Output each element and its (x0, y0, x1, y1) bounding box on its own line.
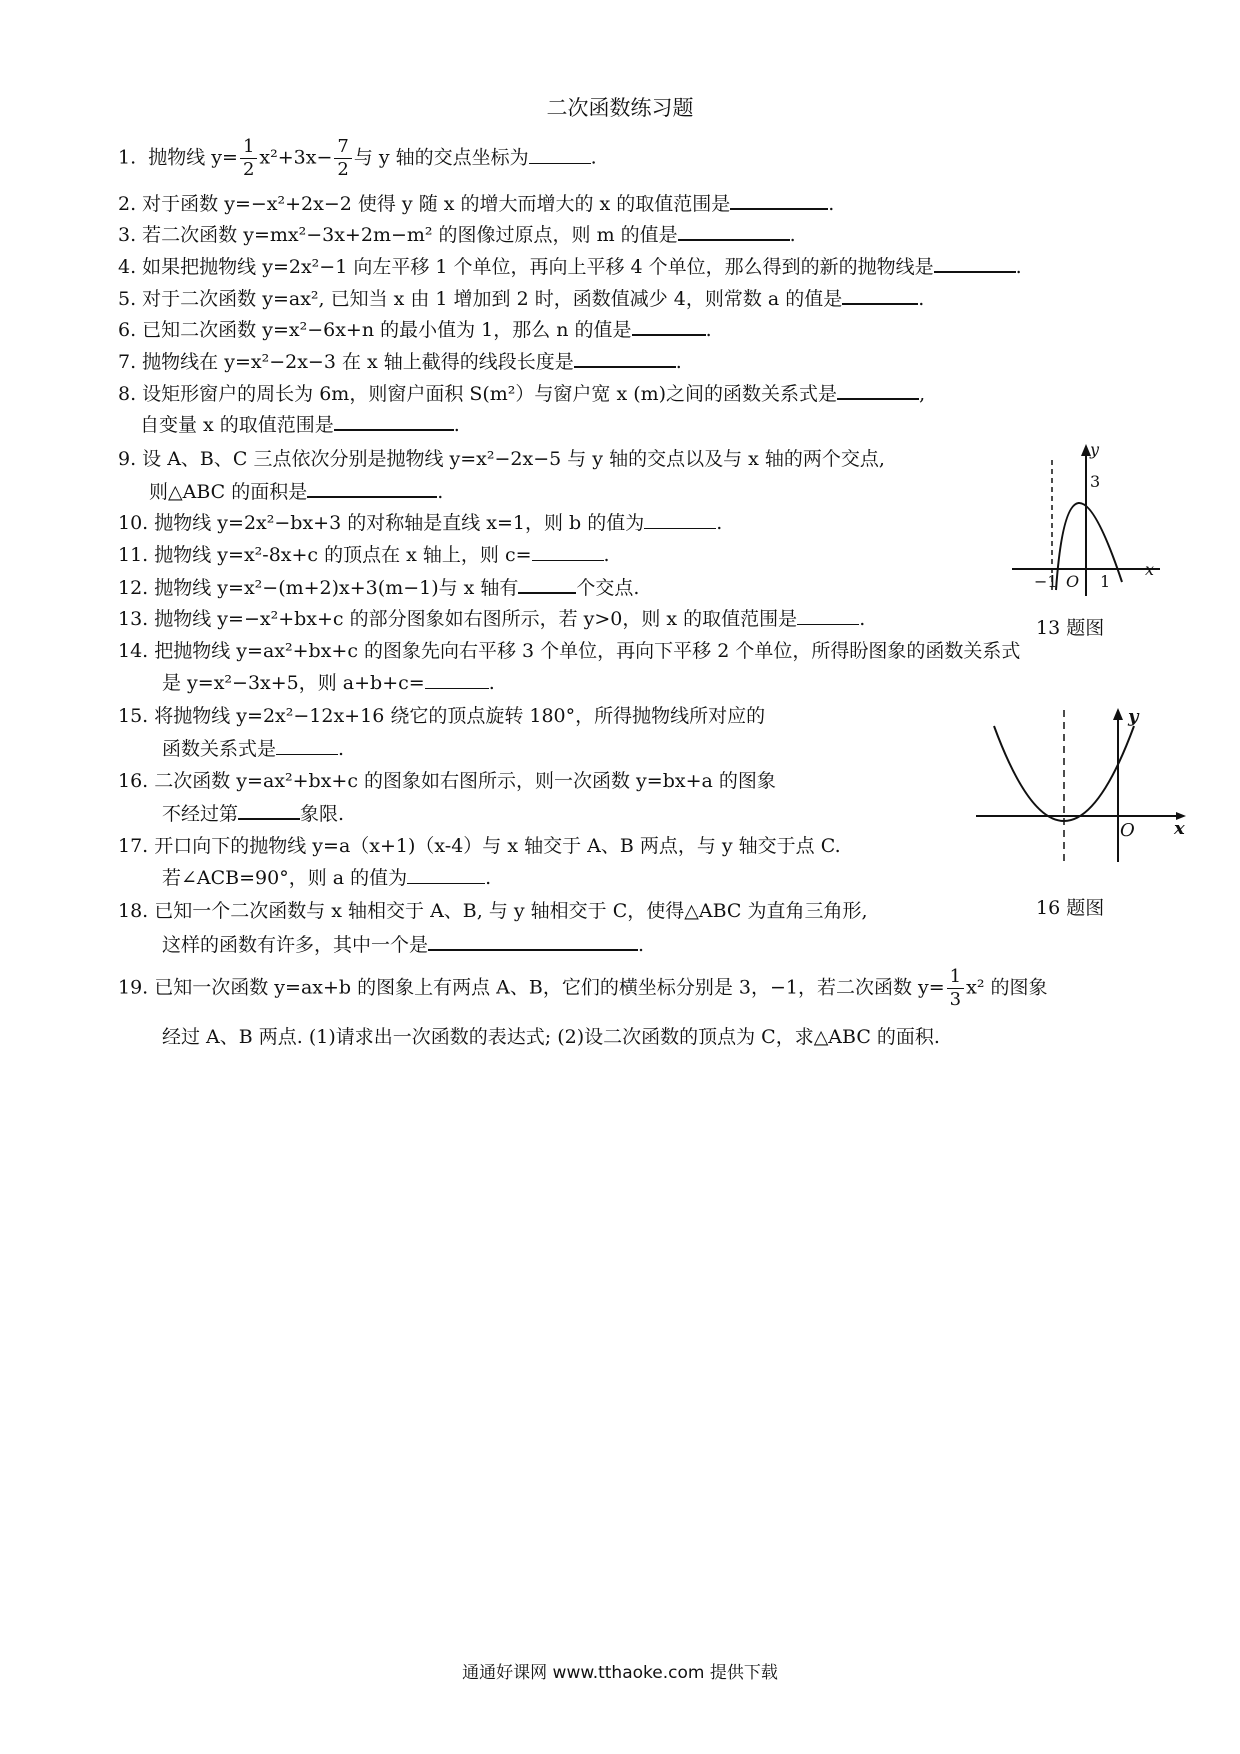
footer-credit: 通通好课网 www.tthaoke.com 提供下载 (462, 1663, 778, 1683)
question-19-continued: 经过 A、B 两点. (1)请求出一次函数的表达式; (2)设二次函数的顶点为 C，求△ABC 的面积. (162, 1026, 940, 1048)
question-16-continued: 不经过第 象限. (162, 800, 344, 827)
question-9-continued: 则△ABC 的面积是 . (149, 478, 443, 505)
fig13-label-3: 3 (1090, 472, 1101, 491)
question-17-continued: 若∠ACB=90°，则 a 的值为 . (162, 867, 492, 889)
q11-answer-blank[interactable] (532, 542, 604, 561)
q1-fraction-1: $\frac{1}{2}$ (240, 138, 257, 179)
question-2: 2. 对于函数 y=−x²+2x−2 使得 y 随 x 的增大而增大的 x 的取值范围是 . (118, 190, 834, 217)
fig16-caption: 16 题图 (1036, 897, 1105, 919)
q1-text-c: 与 y 轴的交点坐标为 (353, 146, 529, 169)
fig13-caption: 13 题图 (1036, 617, 1105, 639)
question-6: 6. 已知二次函数 y=x²−6x+n 的最小值为 1，那么 n 的值是 . (118, 316, 712, 343)
question-14: 14. 把抛物线 y=ax²+bx+c 的图象先向右平移 3 个单位，再向下平移 2 个单位，所得盼图象的函数关系式 (118, 640, 1021, 662)
q12-answer-blank[interactable] (518, 574, 576, 594)
question-17: 17. 开口向下的抛物线 y=a（x+1)（x-4）与 x 轴交于 A、B 两点，与 y 轴交于点 C. (118, 835, 841, 857)
q9-answer-blank[interactable] (307, 478, 437, 498)
q18-answer-blank[interactable] (428, 931, 638, 951)
q1-fraction-2: $\frac{7}{2}$ (334, 138, 351, 179)
q16-answer-blank[interactable] (238, 800, 300, 820)
question-1: 1. 抛物线 y= $\frac{1}{2}$ x²+3x− $\frac{7}{2}$ 与 y 轴的交点坐标为 . (118, 136, 597, 180)
question-10: 10. 抛物线 y=2x²−bx+3 的对称轴是直线 x=1，则 b 的值为 . (118, 512, 723, 534)
question-19: 19. 已知一次函数 y=ax+b 的图象上有两点 A、B，它们的横坐标分别是 3，−1，若二次函数 y= $\frac{1}{3}$ x² 的图象 (118, 966, 1048, 1010)
q5-answer-blank[interactable] (842, 285, 918, 305)
q8-answer-blank-1[interactable] (837, 380, 919, 400)
question-16: 16. 二次函数 y=ax²+bx+c 的图象如右图所示，则一次函数 y=bx+a 的图象 (118, 770, 776, 792)
question-13: 13. 抛物线 y=−x²+bx+c 的部分图象如右图所示，若 y>0，则 x 的取值范围是 . (118, 608, 866, 630)
question-8-continued: 自变量 x 的取值范围是 . (140, 411, 460, 438)
fig16-label-y: y (1128, 706, 1139, 727)
fig13-label-1: 1 (1100, 572, 1111, 591)
fig13-label-minus1: −1 (1034, 572, 1058, 591)
question-4: 4. 如果把抛物线 y=2x²−1 向左平移 1 个单位，再向上平移 4 个单位，那么得到的新的抛物线是 . (118, 253, 1022, 280)
question-18-continued: 这样的函数有许多，其中一个是 . (162, 931, 644, 958)
question-5: 5. 对于二次函数 y=ax², 已知当 x 由 1 增加到 2 时，函数值减少 4，则常数 a 的值是 . (118, 285, 924, 312)
q1-text-b: x²+3x− (259, 146, 333, 169)
figure-16-graph (976, 702, 1186, 867)
q17-answer-blank[interactable] (407, 865, 485, 884)
q3-answer-blank[interactable] (678, 221, 790, 241)
question-3: 3. 若二次函数 y=mx²−3x+2m−m² 的图像过原点，则 m 的值是 . (118, 221, 796, 248)
page-title: 二次函数练习题 (546, 96, 694, 120)
question-14-continued: 是 y=x²−3x+5，则 a+b+c= . (162, 672, 495, 694)
question-12: 12. 抛物线 y=x²−(m+2)x+3(m−1)与 x 轴有 个交点. (118, 574, 639, 601)
fig16-label-x: x (1174, 818, 1185, 839)
fig16-label-origin: O (1120, 820, 1135, 841)
q1-answer-blank[interactable] (529, 145, 591, 164)
q6-answer-blank[interactable] (632, 316, 706, 336)
question-15: 15. 将抛物线 y=2x²−12x+16 绕它的顶点旋转 180°，所得抛物线所对应的 (118, 705, 766, 727)
question-18: 18. 已知一个二次函数与 x 轴相交于 A、B, 与 y 轴相交于 C，使得△ABC 为直角三角形, (118, 900, 868, 922)
question-15-continued: 函数关系式是 . (162, 738, 345, 760)
q13-answer-blank[interactable] (797, 606, 859, 625)
q8-answer-blank-2[interactable] (334, 411, 454, 431)
q15-answer-blank[interactable] (276, 736, 338, 755)
q1-number: 1. (118, 146, 137, 169)
q7-answer-blank[interactable] (574, 348, 676, 368)
q1-text-a: 抛物线 y= (148, 146, 238, 169)
q19-fraction: $\frac{1}{3}$ (947, 968, 964, 1009)
fig13-label-origin: O (1066, 572, 1080, 591)
q4-answer-blank[interactable] (934, 253, 1016, 273)
question-9: 9. 设 A、B、C 三点依次分别是抛物线 y=x²−2x−5 与 y 轴的交点以及与 x 轴的两个交点, (118, 448, 885, 470)
q10-answer-blank[interactable] (644, 510, 716, 529)
question-8: 8. 设矩形窗户的周长为 6m，则窗户面积 S(m²）与窗户宽 x (m)之间的函数关系式是 , (118, 380, 925, 407)
q2-answer-blank[interactable] (730, 190, 828, 210)
q14-answer-blank[interactable] (425, 670, 489, 689)
fig13-label-x: x (1145, 560, 1155, 579)
question-11: 11. 抛物线 y=x²-8x+c 的顶点在 x 轴上，则 c= . (118, 544, 610, 566)
fig13-label-y: y (1090, 440, 1100, 459)
question-7: 7. 抛物线在 y=x²−2x−3 在 x 轴上截得的线段长度是 . (118, 348, 682, 375)
